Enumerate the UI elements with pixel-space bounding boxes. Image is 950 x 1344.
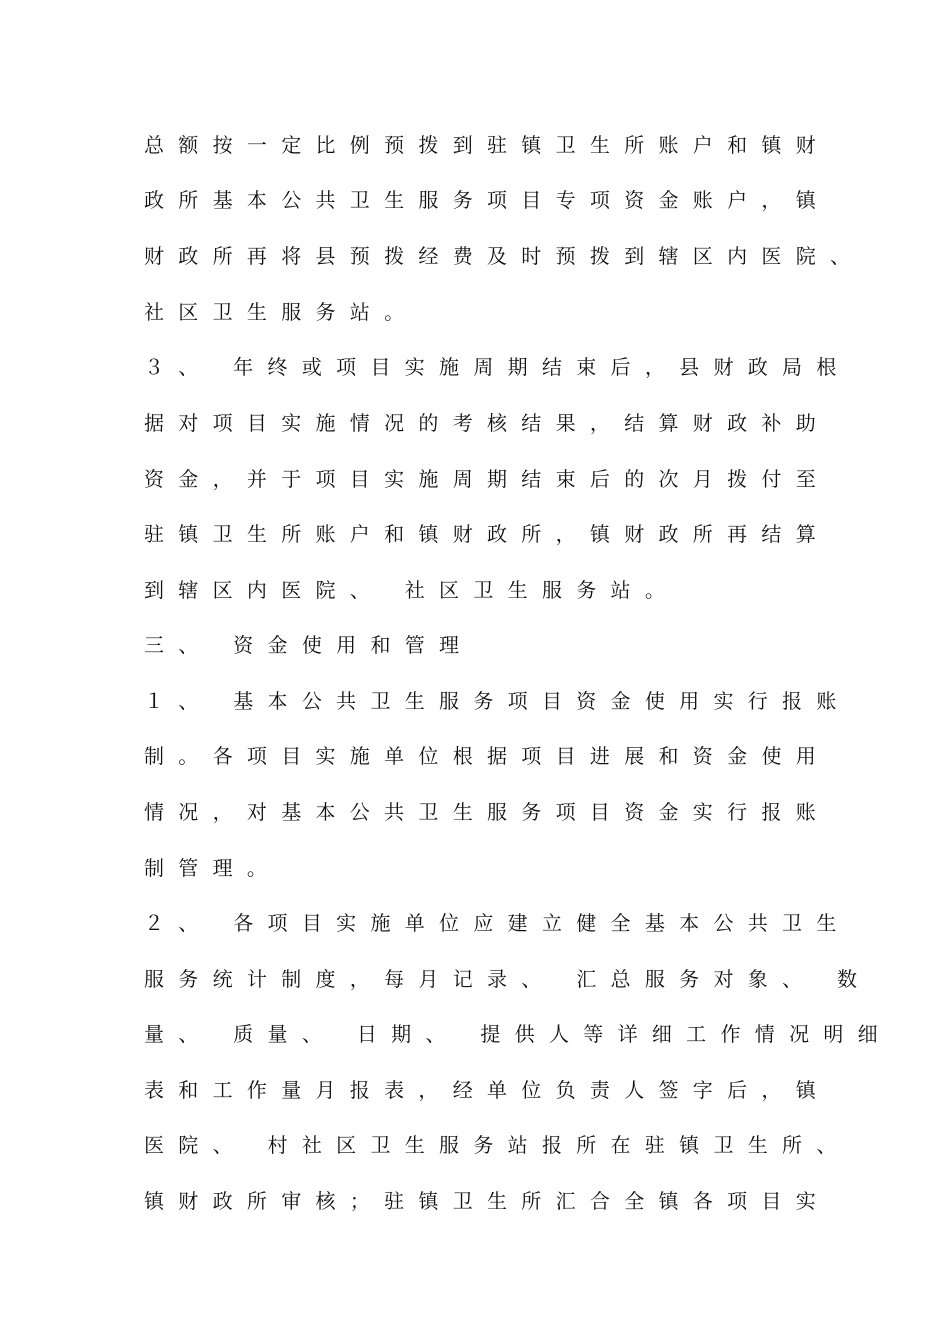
text-line: 驻镇卫生所账户和镇财政所，镇财政所再结算 — [144, 522, 830, 546]
text-line: 总额按一定比例预拨到驻镇卫生所账户和镇财 — [144, 133, 830, 157]
text-line: 到辖区内医院、 社区卫生服务站。 — [144, 578, 680, 602]
text-line: 据对项目实施情况的考核结果，结算财政补助 — [144, 411, 830, 435]
text-line: ３、 年终或项目实施周期结束后，县财政局根 — [144, 355, 851, 379]
text-line: 制。各项目实施单位根据项目进展和资金使用 — [144, 744, 830, 768]
section-heading: 三、 资金使用和管理 — [144, 633, 474, 657]
text-line: 社区卫生服务站。 — [144, 300, 419, 324]
text-line: １、 基本公共卫生服务项目资金使用实行报账 — [144, 689, 851, 713]
text-line: 表和工作量月报表，经单位负责人签字后，镇 — [144, 1078, 830, 1102]
text-line: 量、 质量、 日期、 提供人等详细工作情况明细 — [144, 1022, 892, 1046]
text-line: 制管理。 — [144, 856, 282, 880]
text-line: 镇财政所审核；驻镇卫生所汇合全镇各项目实 — [144, 1189, 830, 1213]
text-line: 情况，对基本公共卫生服务项目资金实行报账 — [144, 800, 830, 824]
text-line: 财政所再将县预拨经费及时预拨到辖区内医院、 — [144, 244, 865, 268]
text-line: ２、 各项目实施单位应建立健全基本公共卫生 — [144, 911, 851, 935]
text-line: 服务统计制度，每月记录、 汇总服务对象、 数 — [144, 967, 872, 991]
text-line: 医院、 村社区卫生服务站报所在驻镇卫生所、 — [144, 1133, 851, 1157]
text-line: 资金，并于项目实施周期结束后的次月拨付至 — [144, 467, 830, 491]
text-line: 政所基本公共卫生服务项目专项资金账户，镇 — [144, 188, 830, 212]
